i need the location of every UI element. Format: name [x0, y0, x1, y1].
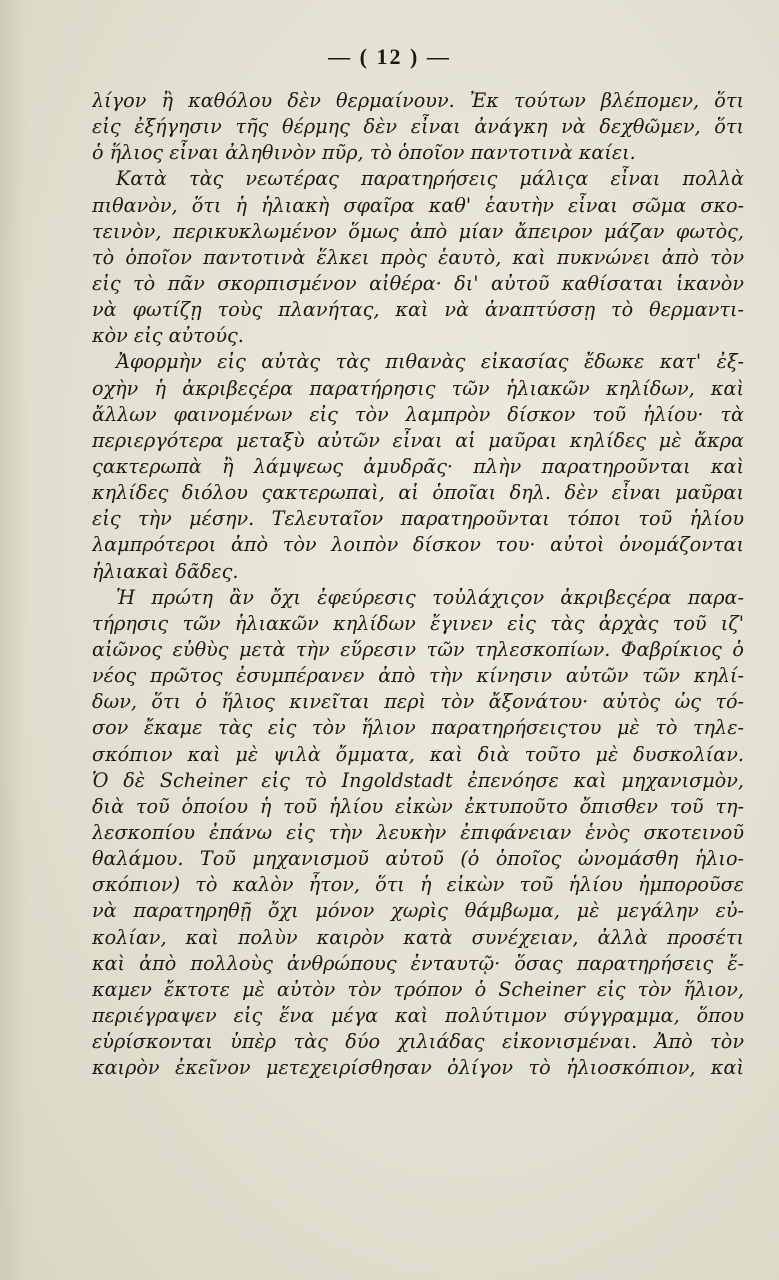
- text-line: διὰ τοῦ ὁποίου ἡ τοῦ ἡλίου εἰκὼν ἐκτυποῦτο ὄπισθεν τοῦ τη-: [92, 794, 744, 818]
- text-line: ὁ ἥλιος εἶναι ἀληθινὸν πῦρ, τὸ ὁποῖον παντοτινὰ καίει.: [92, 141, 636, 165]
- text-line: οχὴν ἡ ἀκριβεςέρα παρατήρησις τῶν ἡλιακῶν κηλίδων, καὶ: [92, 376, 744, 400]
- text-line: σκόπιον καὶ μὲ ψιλὰ ὄμματα, καὶ διὰ τοῦτο μὲ δυσκολίαν.: [92, 742, 744, 766]
- text-line: εὑρίσκονται ὑπὲρ τὰς δύο χιλιάδας εἰκονισμέναι. Ἀπὸ τὸν: [92, 1030, 744, 1054]
- text-line: σκόπιον) τὸ καλὸν ἦτον, ὅτι ἡ εἰκὼν τοῦ ἡλίου ἠμποροῦσε: [92, 873, 744, 897]
- text-line: καμεν ἔκτοτε μὲ αὐτὸν τὸν τρόπον ὁ Scheiner εἰς τὸν ἥλιον,: [92, 977, 744, 1001]
- text-line: εἰς τὴν μέσην. Τελευταῖον παρατηροῦνται τόποι τοῦ ἡλίου: [92, 507, 744, 531]
- text-line: νέος πρῶτος ἐσυμπέρανεν ἀπὸ τὴν κίνησιν αὐτῶν τῶν κηλί-: [92, 664, 744, 688]
- text-line: λεσκοπίου ἐπάνω εἰς τὴν λευκὴν ἐπιφάνειαν ἑνὸς σκοτεινοῦ: [92, 820, 744, 844]
- text-line: κηλίδες διόλου ςακτερωπαὶ, αἱ ὁποῖαι δηλ. δὲν εἶναι μαῦραι: [92, 481, 744, 505]
- text-line: ἡλιακαὶ δᾶδες.: [92, 559, 239, 583]
- page-gutter-shadow: [0, 0, 28, 1280]
- text-line: θαλάμου. Τοῦ μηχανισμοῦ αὐτοῦ (ὁ ὁποῖος ὠνομάσθη ἡλιο-: [92, 847, 744, 871]
- text-line: ἄλλων φαινομένων εἰς τὸν λαμπρὸν δίσκον τοῦ ἡλίου· τὰ: [92, 402, 744, 426]
- text-line: καιρὸν ἐκεῖνον μετεχειρίσθησαν ὀλίγον τὸ ἡλιοσκόπιον, καὶ: [92, 1056, 744, 1080]
- text-line: λαμπρότεροι ἀπὸ τὸν λοιπὸν δίσκον του· αὐτοὶ ὀνομάζονται: [92, 533, 744, 557]
- text-line: κολίαν, καὶ πολὺν καιρὸν κατὰ συνέχειαν, ἀλλὰ προσέτι: [92, 925, 744, 949]
- text-line: ςακτερωπὰ ἢ λάμψεως ἀμυδρᾶς· πλὴν παρατηροῦνται καὶ: [92, 454, 744, 478]
- text-line: Ἀφορμὴν εἰς αὐτὰς τὰς πιθανὰς εἰκασίας ἔδωκε κατ' ἐξ-: [116, 350, 744, 374]
- text-line: Ἡ πρώτη ἂν ὄχι ἐφεύρεσις τοὐλάχιςον ἀκριβεςέρα παρα-: [116, 585, 744, 609]
- text-line: περιεργότερα μεταξὺ αὐτῶν εἶναι αἱ μαῦραι κηλίδες μὲ ἄκρα: [92, 428, 744, 452]
- text-line: καὶ ἀπὸ πολλοὺς ἀνθρώπους ἐνταυτῷ· ὅσας παρατηρήσεις ἔ-: [92, 951, 744, 975]
- text-line: νὰ παρατηρηθῇ ὄχι μόνον χωρὶς θάμβωμα, μὲ μεγάλην εὐ-: [92, 899, 744, 923]
- body-text: [92, 88, 744, 1081]
- text-line: νὰ φωτίζῃ τοὺς πλανήτας, καὶ νὰ ἀναπτύσσῃ τὸ θερμαντι-: [92, 298, 744, 322]
- text-line: σον ἔκαμε τὰς εἰς τὸν ἥλιον παρατηρήσειςτου μὲ τὸ τηλε-: [92, 716, 744, 740]
- text-line: τήρησις τῶν ἡλιακῶν κηλίδων ἔγινεν εἰς τὰς ἀρχὰς τοῦ ιζ': [92, 611, 744, 635]
- text-line: Ὁ δὲ Scheiner εἰς τὸ Ingoldstadt ἐπενόησε καὶ μηχανισμὸν,: [92, 768, 744, 792]
- text-line: Κατὰ τὰς νεωτέρας παρατηρήσεις μάλιςα εἶναι πολλὰ: [116, 167, 744, 191]
- text-line: λίγον ἢ καθόλου δὲν θερμαίνουν. Ἐκ τούτων βλέπομεν, ὅτι: [92, 89, 744, 112]
- text-line: εἰς τὸ πᾶν σκορπισμένον αἰθέρα· δι' αὐτοῦ καθίσαται ἱκανὸν: [92, 271, 744, 295]
- text-line: τεινὸν, περικυκλωμένον ὅμως ἀπὸ μίαν ἄπειρον μάζαν φωτὸς,: [92, 219, 744, 243]
- text-line: τὸ ὁποῖον παντοτινὰ ἕλκει πρὸς ἑαυτὸ, καὶ πυκνώνει ἀπὸ τὸν: [92, 245, 744, 269]
- text-line: κὸν εἰς αὐτούς.: [92, 324, 244, 348]
- text-line: πιθανὸν, ὅτι ἡ ἡλιακὴ σφαῖρα καθ' ἑαυτὴν εἶναι σῶμα σκο-: [92, 193, 744, 217]
- text-line: περιέγραψεν εἰς ἕνα μέγα καὶ πολύτιμον σύγγραμμα, ὅπου: [92, 1003, 744, 1027]
- page-number: — ( 12 ) —: [328, 44, 451, 69]
- text-line: εἰς ἐξήγησιν τῆς θέρμης δὲν εἶναι ἀνάγκη νὰ δεχθῶμεν, ὅτι: [92, 115, 744, 139]
- text-line: δων, ὅτι ὁ ἥλιος κινεῖται περὶ τὸν ἄξονάτου· αὐτὸς ὡς τό-: [92, 690, 744, 714]
- text-line: αἰῶνος εὐθὺς μετὰ τὴν εὕρεσιν τῶν τηλεσκοπίων. Φαβρίκιος ὁ: [92, 637, 744, 661]
